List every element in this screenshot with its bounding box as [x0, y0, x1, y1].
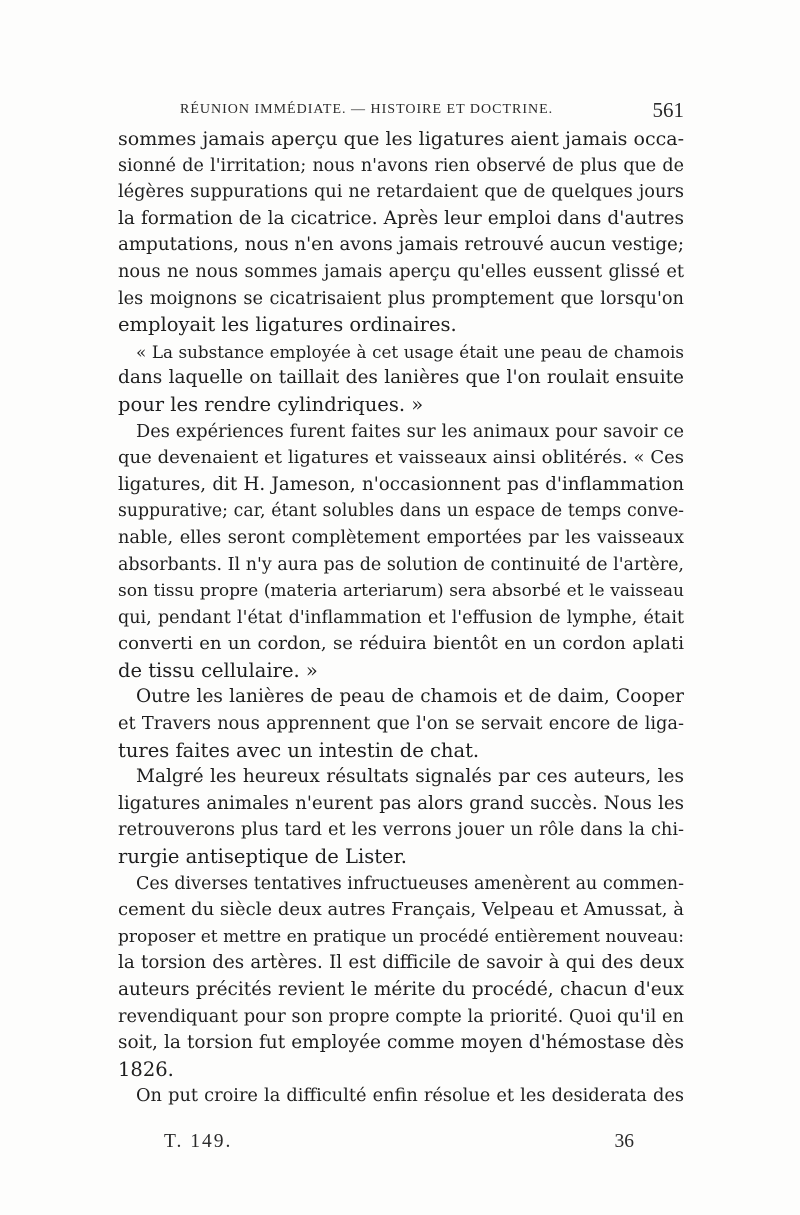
text-line: « La substance employée à cet usage était une peau de chamois: [136, 341, 684, 362]
signature-footer: [164, 1131, 634, 1157]
text-line: employait les ligatures ordinaires.: [118, 313, 457, 337]
running-title: RÉUNION IMMÉDIATE. — HISTOIRE ET DOCTRINE.: [180, 102, 554, 117]
text-line: revendiquant pour son propre compte la priorité. Quoi qu'il en: [118, 1006, 684, 1027]
text-line: 1826.: [118, 1057, 174, 1081]
text-line: auteurs précités revient le mérite du procédé, chacun d'eux: [118, 979, 684, 1000]
volume-signature: T. 149.: [164, 1131, 233, 1152]
text-line: Ces diverses tentatives infructueuses amenèrent au commen-: [136, 873, 684, 894]
text-line: Outre les lanières de peau de chamois et de daim, Cooper: [136, 686, 684, 708]
body-text: [118, 126, 684, 1110]
text-line: suppurative; car, étant solubles dans un espace de temps conve-: [118, 501, 684, 522]
text-line: nous ne nous sommes jamais aperçu qu'elles eussent glissé et: [118, 261, 684, 282]
text-line: que devenaient et ligatures et vaisseaux ainsi oblitérés. « Ces: [118, 447, 684, 469]
text-line: son tissu propre (materia arteriarum) sera absorbé et le vaisseau: [118, 581, 684, 602]
text-line: la torsion des artères. Il est difficile de savoir à qui des deux: [118, 952, 684, 974]
text-line: ligatures, dit H. Jameson, n'occasionnent pas d'inflammation: [118, 473, 684, 495]
text-line: cement du siècle deux autres Français, Velpeau et Amussat, à: [118, 899, 684, 921]
page-number: 561: [652, 98, 684, 122]
text-line: sionné de l'irritation; nous n'avons rien observé de plus que de: [118, 155, 684, 176]
text-line: rurgie antiseptique de Lister.: [118, 845, 407, 869]
text-line: de tissu cellulaire. »: [118, 658, 318, 682]
sheet-signature: 36: [614, 1131, 634, 1152]
text-line: les moignons se cicatrisaient plus promptement que lorsqu'on: [118, 288, 684, 309]
text-line: Des expériences furent faites sur les animaux pour savoir ce: [136, 421, 684, 442]
text-line: légères suppurations qui ne retardaient que de quelques jours: [118, 182, 684, 203]
text-line: dans laquelle on taillait des lanières que l'on roulait ensuite: [118, 367, 684, 389]
text-line: tures faites avec un intestin de chat.: [118, 738, 480, 762]
text-line: Malgré les heureux résultats signalés par ces auteurs, les: [136, 766, 684, 788]
text-line: proposer et mettre en pratique un procédé entièrement nouveau:: [118, 926, 684, 947]
text-line: sommes jamais aperçu que les ligatures aient jamais occa-: [118, 128, 684, 150]
text-line: amputations, nous n'en avons jamais retrouvé aucun vestige;: [118, 234, 685, 256]
text-line: soit, la torsion fut employée comme moyen d'hémostase dès: [118, 1032, 684, 1054]
text-line: converti en un cordon, se réduira bientôt en un cordon aplati: [118, 633, 684, 655]
text-line: la formation de la cicatrice. Après leur emploi dans d'autres: [118, 207, 684, 229]
text-line: absorbants. Il n'y aura pas de solution de continuité de l'artère,: [118, 554, 684, 575]
text-line: pour les rendre cylindriques. »: [118, 392, 424, 416]
text-line: retrouverons plus tard et les verrons jouer un rôle dans la chi-: [118, 820, 684, 841]
text-line: nable, elles seront complètement emportées par les vaisseaux: [118, 527, 684, 548]
text-line: On put croire la difficulté enfin résolue et les desiderata des: [136, 1086, 684, 1107]
text-line: qui, pendant l'état d'inflammation et l'effusion de lymphe, était: [118, 607, 684, 628]
text-line: ligatures animales n'eurent pas alors grand succès. Nous les: [118, 792, 684, 814]
running-head: [118, 98, 684, 122]
text-line: et Travers nous apprennent que l'on se servait encore de liga-: [118, 714, 684, 735]
